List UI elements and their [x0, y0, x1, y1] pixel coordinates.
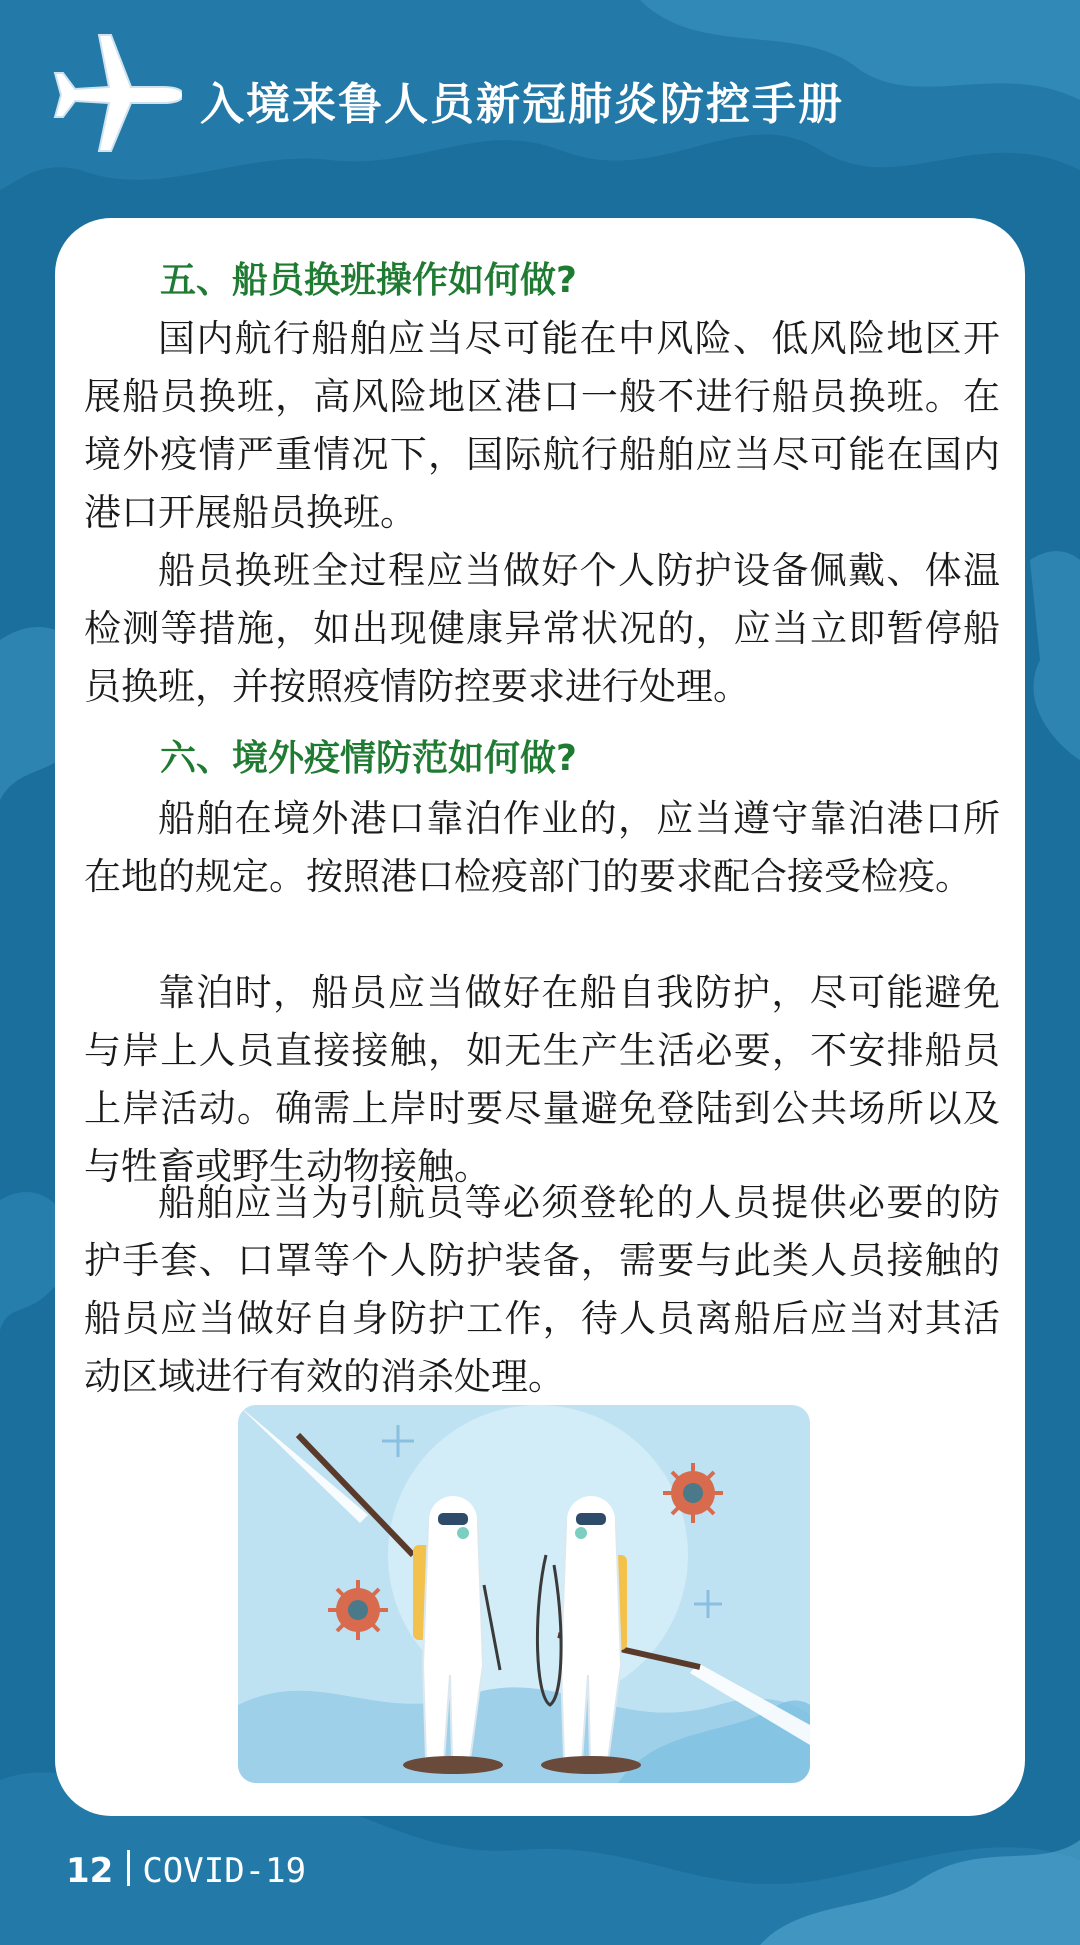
disinfection-illustration	[238, 1405, 810, 1783]
footer-divider	[127, 1850, 130, 1886]
section-heading-crew-change: 五、船员换班操作如何做?	[160, 260, 577, 301]
header	[0, 0, 1080, 190]
section-heading-overseas-prevention: 六、境外疫情防范如何做?	[160, 738, 577, 779]
airplane-icon	[52, 22, 182, 162]
paragraph: 靠泊时，船员应当做好在船自我防护，尽可能避免与岸上人员直接接触，如无生产生活必要，不安排船员上岸活动。确需上岸时要尽量避免登陆到公共场所以及与牲畜或野生动物接触。	[84, 971, 1000, 1188]
paragraph: 船舶在境外港口靠泊作业的，应当遵守靠泊港口所在地的规定。按照港口检疫部门的要求配合接受检疫。	[84, 797, 1000, 898]
footer-label: COVID-19	[142, 1851, 307, 1891]
footer	[66, 1850, 306, 1894]
page-title: 入境来鲁人员新冠肺炎防控手册	[200, 79, 844, 130]
paragraph: 船员换班全过程应当做好个人防护设备佩戴、体温检测等措施，如出现健康异常状况的，应当立即暂停船员换班，并按照疫情防控要求进行处理。	[84, 549, 1000, 708]
page-number: 12	[66, 1851, 114, 1891]
paragraph: 船舶应当为引航员等必须登轮的人员提供必要的防护手套、口罩等个人防护装备，需要与此类人员接触的船员应当做好自身防护工作，待人员离船后应当对其活动区域进行有效的消杀处理。	[84, 1181, 1000, 1398]
paragraph: 国内航行船舶应当尽可能在中风险、低风险地区开展船员换班，高风险地区港口一般不进行船员换班。在境外疫情严重情况下，国际航行船舶应当尽可能在国内港口开展船员换班。	[84, 317, 1000, 534]
